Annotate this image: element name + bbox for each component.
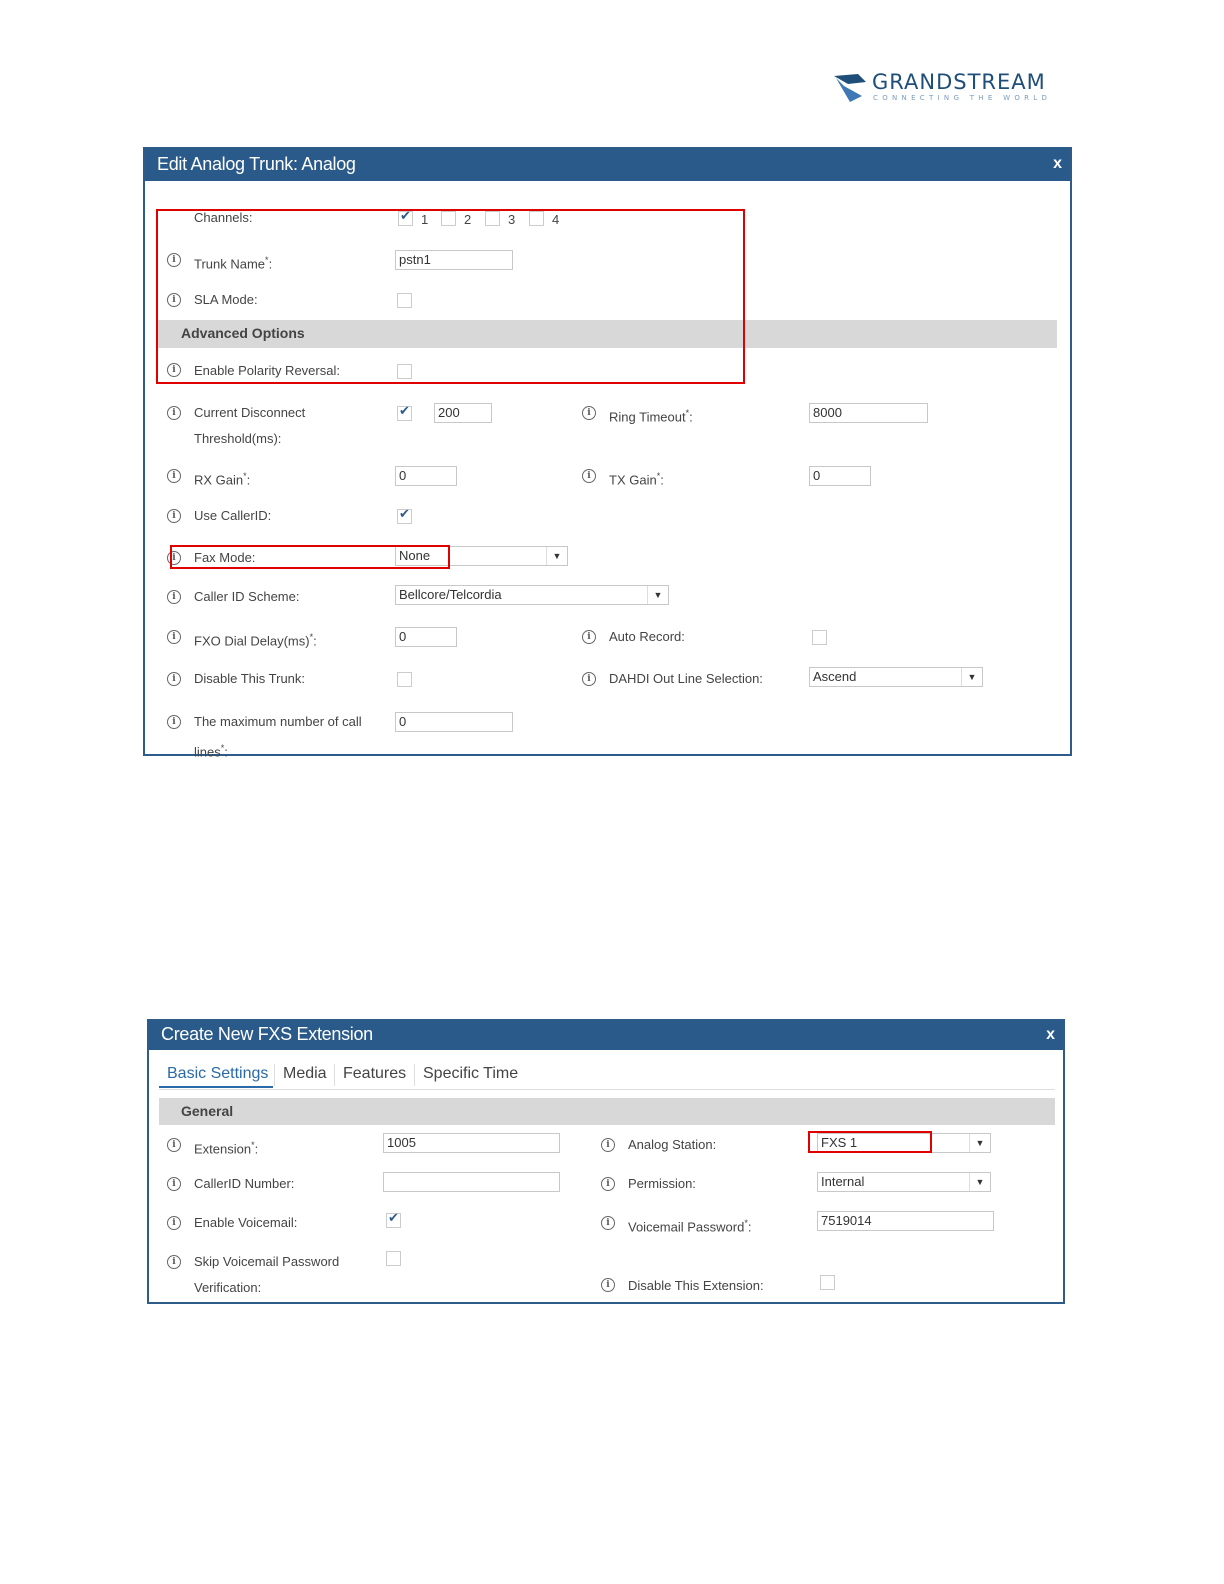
close-button[interactable]: x: [1046, 1026, 1055, 1043]
general-title: General: [181, 1103, 234, 1119]
info-icon[interactable]: i: [167, 406, 181, 420]
tab-specific-time[interactable]: Specific Time: [423, 1065, 519, 1082]
chevron-down-icon[interactable]: ▼: [969, 1173, 990, 1191]
tx-gain-input[interactable]: 0: [809, 466, 871, 486]
close-button[interactable]: x: [1053, 155, 1062, 172]
info-icon[interactable]: i: [167, 1177, 181, 1191]
current-disconnect-label-line1: Current Disconnect: [194, 405, 306, 420]
tab-separator: [334, 1064, 335, 1086]
permission-select[interactable]: [817, 1172, 991, 1192]
tab-separator: [274, 1064, 275, 1086]
info-icon[interactable]: i: [601, 1177, 615, 1191]
info-icon[interactable]: i: [167, 509, 181, 523]
highlight-box: [170, 545, 450, 569]
info-icon[interactable]: i: [601, 1138, 615, 1152]
channel-2-label: 2: [464, 212, 472, 227]
skip-vm-pwd-label-line1: Skip Voicemail Password: [194, 1254, 340, 1269]
tab-active-underline: [159, 1086, 273, 1088]
disable-trunk-checkbox[interactable]: [397, 672, 412, 687]
info-icon[interactable]: i: [167, 672, 181, 686]
advanced-options-title: Advanced Options: [181, 325, 305, 341]
sla-mode-label: SLA Mode:: [194, 292, 258, 307]
info-icon[interactable]: i: [167, 1216, 181, 1230]
dialog-header: [145, 149, 1070, 181]
dialog-title: Create New FXS Extension: [161, 1024, 373, 1044]
disable-trunk-label: Disable This Trunk:: [194, 671, 306, 686]
info-icon[interactable]: i: [582, 630, 596, 644]
logo-brand: GRANDSTREAM: [872, 70, 1046, 94]
current-disconnect-input[interactable]: 200: [434, 403, 492, 423]
grandstream-logo: [832, 70, 1072, 110]
info-icon[interactable]: i: [167, 715, 181, 729]
info-icon[interactable]: i: [582, 406, 596, 420]
analog-station-label: Analog Station:: [628, 1137, 717, 1152]
general-section: [159, 1098, 1055, 1125]
permission-label: Permission:: [628, 1176, 696, 1191]
channel-4-label: 4: [552, 212, 560, 227]
fax-mode-value: None: [399, 548, 431, 563]
current-disconnect-label-line2: Threshold(ms):: [194, 431, 282, 446]
info-icon[interactable]: i: [167, 630, 181, 644]
info-icon[interactable]: i: [167, 1255, 181, 1269]
auto-record-checkbox[interactable]: [812, 630, 827, 645]
trunk-name-input[interactable]: pstn1: [395, 250, 513, 270]
extension-input[interactable]: 1005: [383, 1133, 560, 1153]
analog-station-value: FXS 1: [821, 1135, 858, 1150]
voicemail-password-label: Voicemail Password*:: [628, 1218, 752, 1235]
create-fxs-extension-dialog: [147, 1019, 1065, 1304]
callerid-scheme-select[interactable]: [395, 585, 669, 605]
tx-gain-label: TX Gain*:: [609, 471, 664, 488]
info-icon[interactable]: i: [167, 293, 181, 307]
channels-label: Channels:: [194, 210, 253, 225]
chevron-down-icon[interactable]: ▼: [961, 668, 982, 686]
use-callerid-label: Use CallerID:: [194, 508, 272, 523]
tab-separator: [414, 1064, 415, 1086]
fxo-dial-delay-input[interactable]: 0: [395, 627, 457, 647]
callerid-scheme-value: Bellcore/Telcordia: [399, 587, 502, 602]
info-icon[interactable]: i: [582, 469, 596, 483]
tab-features[interactable]: Features: [343, 1065, 407, 1082]
dialog-title: Edit Analog Trunk: Analog: [157, 154, 356, 174]
ring-timeout-label: Ring Timeout*:: [609, 408, 693, 425]
tab-media[interactable]: Media: [283, 1065, 327, 1082]
logo-tagline: CONNECTING THE WORLD: [873, 94, 1052, 102]
chevron-down-icon[interactable]: ▼: [969, 1134, 990, 1152]
info-icon[interactable]: i: [167, 253, 181, 267]
rx-gain-label: RX Gain*:: [194, 471, 251, 488]
highlight-box: [156, 209, 745, 384]
chevron-down-icon[interactable]: ▼: [546, 547, 567, 565]
disable-extension-label: Disable This Extension:: [628, 1278, 764, 1293]
dahdi-out-select[interactable]: [809, 667, 983, 687]
ring-timeout-input[interactable]: 8000: [809, 403, 928, 423]
logo-swoosh-icon: [832, 72, 868, 106]
highlight-box: [808, 1131, 932, 1153]
auto-record-label: Auto Record:: [609, 629, 685, 644]
dialog-header: [149, 1021, 1063, 1050]
max-call-lines-input[interactable]: 0: [395, 712, 513, 732]
use-callerid-checkbox[interactable]: [397, 509, 412, 524]
info-icon[interactable]: i: [167, 1138, 181, 1152]
info-icon[interactable]: i: [601, 1216, 615, 1230]
channel-1-label: 1: [421, 212, 429, 227]
callerid-number-input[interactable]: [383, 1172, 560, 1192]
polarity-reversal-label: Enable Polarity Reversal:: [194, 363, 340, 378]
edit-analog-trunk-dialog: [143, 147, 1072, 760]
enable-voicemail-label: Enable Voicemail:: [194, 1215, 298, 1230]
skip-vm-pwd-checkbox[interactable]: [386, 1251, 401, 1266]
rx-gain-input[interactable]: 0: [395, 466, 457, 486]
channel-3-label: 3: [508, 212, 516, 227]
extension-label: Extension*:: [194, 1140, 259, 1157]
dahdi-out-label: DAHDI Out Line Selection:: [609, 671, 763, 686]
callerid-number-label: CallerID Number:: [194, 1176, 295, 1191]
max-call-lines-label-line2: lines*:: [194, 743, 228, 760]
callerid-scheme-label: Caller ID Scheme:: [194, 589, 300, 604]
disable-extension-checkbox[interactable]: [820, 1275, 835, 1290]
enable-voicemail-checkbox[interactable]: [386, 1213, 401, 1228]
max-call-lines-label-line1: The maximum number of call: [194, 714, 362, 729]
dahdi-out-value: Ascend: [813, 669, 857, 684]
fxo-dial-delay-label: FXO Dial Delay(ms)*:: [194, 632, 317, 649]
permission-value: Internal: [821, 1174, 865, 1189]
tab-basic-settings[interactable]: Basic Settings: [167, 1065, 269, 1082]
trunk-name-label: Trunk Name*:: [194, 255, 273, 272]
tab-bar: [159, 1061, 1055, 1090]
chevron-down-icon[interactable]: ▼: [647, 586, 668, 604]
info-icon[interactable]: i: [167, 551, 181, 565]
current-disconnect-checkbox[interactable]: [397, 406, 412, 421]
info-icon[interactable]: i: [167, 469, 181, 483]
skip-vm-pwd-label-line2: Verification:: [194, 1280, 262, 1295]
info-icon[interactable]: i: [582, 672, 596, 686]
info-icon[interactable]: i: [601, 1278, 615, 1292]
info-icon[interactable]: i: [167, 363, 181, 377]
voicemail-password-input[interactable]: 7519014: [817, 1211, 994, 1231]
info-icon[interactable]: i: [167, 590, 181, 604]
fax-mode-label: Fax Mode:: [194, 550, 256, 565]
